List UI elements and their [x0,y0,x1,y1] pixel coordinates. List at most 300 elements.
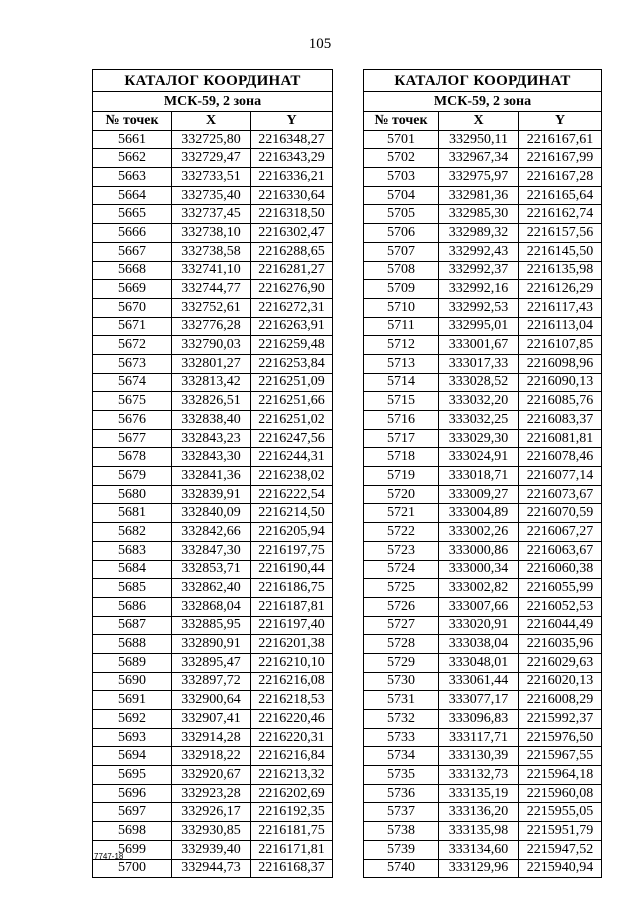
point-number-cell: 5683 [93,541,172,560]
x-coordinate-cell: 333000,86 [439,541,519,560]
y-coordinate-cell: 2215940,94 [519,859,602,878]
point-number-cell: 5703 [364,168,439,187]
point-number-cell: 5664 [93,186,172,205]
table-row [364,261,602,280]
x-coordinate-cell: 332853,71 [172,560,251,579]
x-coordinate-cell: 332842,66 [172,523,251,542]
y-coordinate-cell: 2216085,76 [519,392,602,411]
point-number-cell: 5722 [364,523,439,542]
point-number-cell: 5671 [93,317,172,336]
y-coordinate-cell: 2216186,75 [251,579,333,598]
y-coordinate-cell: 2216216,84 [251,747,333,766]
x-coordinate-cell: 332890,91 [172,635,251,654]
table-row [93,653,333,672]
point-number-cell: 5714 [364,373,439,392]
table-row [93,411,333,430]
y-coordinate-cell: 2216276,90 [251,280,333,299]
point-number-cell: 5732 [364,710,439,729]
x-coordinate-cell: 332737,45 [172,205,251,224]
x-coordinate-cell: 332735,40 [172,186,251,205]
y-coordinate-cell: 2215960,08 [519,784,602,803]
table-row [93,616,333,635]
point-number-cell: 5718 [364,448,439,467]
y-coordinate-cell: 2215964,18 [519,766,602,785]
x-coordinate-cell: 333020,91 [439,616,519,635]
table-row [364,485,602,504]
x-coordinate-cell: 333024,91 [439,448,519,467]
y-coordinate-cell: 2216060,38 [519,560,602,579]
x-coordinate-cell: 333096,83 [439,710,519,729]
x-coordinate-cell: 333136,20 [439,803,519,822]
x-coordinate-cell: 332862,40 [172,579,251,598]
y-coordinate-cell: 2216197,75 [251,541,333,560]
table-row [364,597,602,616]
y-coordinate-cell: 2216220,46 [251,710,333,729]
y-coordinate-cell: 2216263,91 [251,317,333,336]
point-number-cell: 5712 [364,336,439,355]
point-number-cell: 5700 [93,859,172,878]
table-row [93,224,333,243]
table-row [364,373,602,392]
table-row [364,149,602,168]
table-row [364,672,602,691]
table-row [364,728,602,747]
y-coordinate-cell: 2216343,29 [251,149,333,168]
x-coordinate-cell: 332930,85 [172,822,251,841]
table-row [364,280,602,299]
point-number-cell: 5686 [93,597,172,616]
y-coordinate-cell: 2216238,02 [251,467,333,486]
y-coordinate-cell: 2216259,48 [251,336,333,355]
table-row [364,317,602,336]
point-number-cell: 5674 [93,373,172,392]
table-row [364,523,602,542]
y-coordinate-cell: 2216035,96 [519,635,602,654]
point-number-cell: 5667 [93,242,172,261]
x-coordinate-cell: 332920,67 [172,766,251,785]
y-coordinate-cell: 2216251,66 [251,392,333,411]
table-row [93,728,333,747]
point-number-cell: 5713 [364,354,439,373]
table-row [93,280,333,299]
point-number-cell: 5723 [364,541,439,560]
point-number-cell: 5709 [364,280,439,299]
y-coordinate-cell: 2216029,63 [519,653,602,672]
y-coordinate-cell: 2216083,37 [519,411,602,430]
x-coordinate-cell: 332897,72 [172,672,251,691]
table-row [93,523,333,542]
y-coordinate-cell: 2216117,43 [519,298,602,317]
x-coordinate-cell: 332838,40 [172,411,251,430]
x-coordinate-cell: 332868,04 [172,597,251,616]
y-coordinate-cell: 2216214,50 [251,504,333,523]
table-row [364,224,602,243]
x-coordinate-cell: 333000,34 [439,560,519,579]
point-number-cell: 5666 [93,224,172,243]
y-coordinate-cell: 2216281,27 [251,261,333,280]
point-number-cell: 5717 [364,429,439,448]
x-coordinate-cell: 332950,11 [439,130,519,149]
table-body-left [93,130,333,878]
table-row [364,822,602,841]
point-number-cell: 5665 [93,205,172,224]
x-coordinate-cell: 333135,19 [439,784,519,803]
y-coordinate-cell: 2216216,08 [251,672,333,691]
table-row [93,859,333,878]
x-coordinate-cell: 332992,37 [439,261,519,280]
point-number-cell: 5736 [364,784,439,803]
point-number-cell: 5715 [364,392,439,411]
x-coordinate-cell: 333077,17 [439,691,519,710]
table-row [364,336,602,355]
x-coordinate-cell: 332967,34 [439,149,519,168]
point-number-cell: 5724 [364,560,439,579]
point-number-cell: 5662 [93,149,172,168]
x-coordinate-cell: 333002,82 [439,579,519,598]
y-coordinate-cell: 2215976,50 [519,728,602,747]
point-number-cell: 5701 [364,130,439,149]
table-row [93,186,333,205]
table-row [364,354,602,373]
point-number-cell: 5669 [93,280,172,299]
table-row [93,261,333,280]
catalog-subtitle: МСК-59, 2 зона [93,92,333,112]
point-number-cell: 5705 [364,205,439,224]
point-number-cell: 5685 [93,579,172,598]
y-coordinate-cell: 2216098,96 [519,354,602,373]
table-row [93,541,333,560]
y-coordinate-cell: 2216202,69 [251,784,333,803]
y-coordinate-cell: 2216330,64 [251,186,333,205]
point-number-cell: 5678 [93,448,172,467]
table-row [93,635,333,654]
y-coordinate-cell: 2215951,79 [519,822,602,841]
point-number-cell: 5695 [93,766,172,785]
table-row [364,840,602,859]
x-coordinate-cell: 333009,27 [439,485,519,504]
x-coordinate-cell: 333134,60 [439,840,519,859]
table-row [364,504,602,523]
y-coordinate-cell: 2215955,05 [519,803,602,822]
point-number-cell: 5719 [364,467,439,486]
x-coordinate-cell: 332738,58 [172,242,251,261]
point-number-cell: 5675 [93,392,172,411]
table-row [93,822,333,841]
x-coordinate-cell: 332843,30 [172,448,251,467]
table-row [93,317,333,336]
coordinate-table-left [92,69,333,878]
y-coordinate-cell: 2216197,40 [251,616,333,635]
point-number-cell: 5725 [364,579,439,598]
point-number-cell: 5673 [93,354,172,373]
column-header-y: Y [251,112,333,131]
point-number-cell: 5731 [364,691,439,710]
y-coordinate-cell: 2216107,85 [519,336,602,355]
y-coordinate-cell: 2216244,31 [251,448,333,467]
point-number-cell: 5681 [93,504,172,523]
point-number-cell: 5728 [364,635,439,654]
x-coordinate-cell: 332733,51 [172,168,251,187]
x-coordinate-cell: 333132,73 [439,766,519,785]
point-number-cell: 5730 [364,672,439,691]
y-coordinate-cell: 2215967,55 [519,747,602,766]
y-coordinate-cell: 2216113,04 [519,317,602,336]
x-coordinate-cell: 332914,28 [172,728,251,747]
y-coordinate-cell: 2216157,56 [519,224,602,243]
x-coordinate-cell: 332843,23 [172,429,251,448]
x-coordinate-cell: 332926,17 [172,803,251,822]
x-coordinate-cell: 332975,97 [439,168,519,187]
y-coordinate-cell: 2216190,44 [251,560,333,579]
x-coordinate-cell: 332752,61 [172,298,251,317]
catalog-title: КАТАЛОГ КООРДИНАТ [93,70,333,92]
point-number-cell: 5668 [93,261,172,280]
point-number-cell: 5699 [93,840,172,859]
y-coordinate-cell: 2216077,14 [519,467,602,486]
x-coordinate-cell: 333029,30 [439,429,519,448]
table-row [93,784,333,803]
table-row [93,467,333,486]
y-coordinate-cell: 2216318,50 [251,205,333,224]
point-number-cell: 5706 [364,224,439,243]
table-row [93,803,333,822]
x-coordinate-cell: 333017,33 [439,354,519,373]
table-row [364,467,602,486]
table-row [364,448,602,467]
point-number-cell: 5726 [364,597,439,616]
table-row [364,186,602,205]
table-row [93,691,333,710]
table-row [93,168,333,187]
x-coordinate-cell: 333002,26 [439,523,519,542]
point-number-cell: 5707 [364,242,439,261]
table-row [364,392,602,411]
table-row [364,635,602,654]
y-coordinate-cell: 2216168,37 [251,859,333,878]
page-number: 105 [308,36,332,52]
x-coordinate-cell: 332989,32 [439,224,519,243]
table-row [364,691,602,710]
x-coordinate-cell: 333129,96 [439,859,519,878]
point-number-cell: 5702 [364,149,439,168]
point-number-cell: 5677 [93,429,172,448]
table-row [364,168,602,187]
x-coordinate-cell: 333117,71 [439,728,519,747]
x-coordinate-cell: 333001,67 [439,336,519,355]
x-coordinate-cell: 332923,28 [172,784,251,803]
y-coordinate-cell: 2216220,31 [251,728,333,747]
y-coordinate-cell: 2216052,53 [519,597,602,616]
x-coordinate-cell: 332725,80 [172,130,251,149]
y-coordinate-cell: 2216081,81 [519,429,602,448]
point-number-cell: 5740 [364,859,439,878]
x-coordinate-cell: 332776,28 [172,317,251,336]
x-coordinate-cell: 332944,73 [172,859,251,878]
y-coordinate-cell: 2216247,56 [251,429,333,448]
point-number-cell: 5682 [93,523,172,542]
table-body-right [364,130,602,878]
y-coordinate-cell: 2216167,61 [519,130,602,149]
y-coordinate-cell: 2216044,49 [519,616,602,635]
y-coordinate-cell: 2216210,10 [251,653,333,672]
y-coordinate-cell: 2216078,46 [519,448,602,467]
table-row [93,373,333,392]
x-coordinate-cell: 333032,20 [439,392,519,411]
x-coordinate-cell: 332790,03 [172,336,251,355]
table-row [364,429,602,448]
point-number-cell: 5738 [364,822,439,841]
y-coordinate-cell: 2216090,13 [519,373,602,392]
table-row [93,560,333,579]
point-number-cell: 5698 [93,822,172,841]
point-number-cell: 5727 [364,616,439,635]
table-row [364,747,602,766]
x-coordinate-cell: 332744,77 [172,280,251,299]
table-row [93,298,333,317]
x-coordinate-cell: 333135,98 [439,822,519,841]
table-row [364,205,602,224]
coordinate-table-right [363,69,602,878]
point-number-cell: 5692 [93,710,172,729]
y-coordinate-cell: 2216167,99 [519,149,602,168]
point-number-cell: 5704 [364,186,439,205]
x-coordinate-cell: 332992,16 [439,280,519,299]
table-row [364,653,602,672]
y-coordinate-cell: 2216302,47 [251,224,333,243]
table-row [364,616,602,635]
x-coordinate-cell: 333032,25 [439,411,519,430]
y-coordinate-cell: 2216167,28 [519,168,602,187]
x-coordinate-cell: 332985,30 [439,205,519,224]
point-number-cell: 5688 [93,635,172,654]
y-coordinate-cell: 2216162,74 [519,205,602,224]
y-coordinate-cell: 2216135,98 [519,261,602,280]
point-number-cell: 5734 [364,747,439,766]
y-coordinate-cell: 2216073,67 [519,485,602,504]
table-row [93,149,333,168]
y-coordinate-cell: 2216288,65 [251,242,333,261]
x-coordinate-cell: 332939,40 [172,840,251,859]
x-coordinate-cell: 332895,47 [172,653,251,672]
table-row [93,766,333,785]
column-header-point-number: № точек [364,112,439,131]
point-number-cell: 5684 [93,560,172,579]
point-number-cell: 5711 [364,317,439,336]
table-row [364,579,602,598]
x-coordinate-cell: 332992,53 [439,298,519,317]
point-number-cell: 5676 [93,411,172,430]
x-coordinate-cell: 332841,36 [172,467,251,486]
point-number-cell: 5720 [364,485,439,504]
y-coordinate-cell: 2216272,31 [251,298,333,317]
y-coordinate-cell: 2216222,54 [251,485,333,504]
table-row [364,541,602,560]
y-coordinate-cell: 2216070,59 [519,504,602,523]
table-row [364,242,602,261]
point-number-cell: 5691 [93,691,172,710]
point-number-cell: 5729 [364,653,439,672]
column-header-x: X [172,112,251,131]
point-number-cell: 5708 [364,261,439,280]
x-coordinate-cell: 333028,52 [439,373,519,392]
x-coordinate-cell: 332813,42 [172,373,251,392]
x-coordinate-cell: 332847,30 [172,541,251,560]
table-row [93,504,333,523]
point-number-cell: 5690 [93,672,172,691]
point-number-cell: 5721 [364,504,439,523]
table-row [364,560,602,579]
x-coordinate-cell: 332992,43 [439,242,519,261]
catalog-subtitle: МСК-59, 2 зона [364,92,602,112]
y-coordinate-cell: 2215992,37 [519,710,602,729]
table-row [93,130,333,149]
table-row [93,242,333,261]
point-number-cell: 5739 [364,840,439,859]
point-number-cell: 5735 [364,766,439,785]
point-number-cell: 5697 [93,803,172,822]
point-number-cell: 5693 [93,728,172,747]
table-row [364,803,602,822]
table-row [93,485,333,504]
y-coordinate-cell: 2216067,27 [519,523,602,542]
point-number-cell: 5710 [364,298,439,317]
y-coordinate-cell: 2216020,13 [519,672,602,691]
x-coordinate-cell: 332981,36 [439,186,519,205]
table-row [93,205,333,224]
point-number-cell: 5737 [364,803,439,822]
y-coordinate-cell: 2216201,38 [251,635,333,654]
point-number-cell: 5661 [93,130,172,149]
x-coordinate-cell: 333061,44 [439,672,519,691]
y-coordinate-cell: 2216126,29 [519,280,602,299]
x-coordinate-cell: 333004,89 [439,504,519,523]
column-header-point-number: № точек [93,112,172,131]
y-coordinate-cell: 2216218,53 [251,691,333,710]
table-row [364,859,602,878]
y-coordinate-cell: 2216336,21 [251,168,333,187]
point-number-cell: 5670 [93,298,172,317]
catalog-title: КАТАЛОГ КООРДИНАТ [364,70,602,92]
y-coordinate-cell: 2216251,02 [251,411,333,430]
x-coordinate-cell: 333048,01 [439,653,519,672]
x-coordinate-cell: 333018,71 [439,467,519,486]
y-coordinate-cell: 2216205,94 [251,523,333,542]
y-coordinate-cell: 2216165,64 [519,186,602,205]
table-row [364,766,602,785]
table-row [364,298,602,317]
x-coordinate-cell: 333038,04 [439,635,519,654]
table-row [93,840,333,859]
y-coordinate-cell: 2216008,29 [519,691,602,710]
x-coordinate-cell: 332840,09 [172,504,251,523]
point-number-cell: 5696 [93,784,172,803]
x-coordinate-cell: 332839,91 [172,485,251,504]
x-coordinate-cell: 332738,10 [172,224,251,243]
table-row [93,747,333,766]
point-number-cell: 5672 [93,336,172,355]
x-coordinate-cell: 332907,41 [172,710,251,729]
point-number-cell: 5680 [93,485,172,504]
y-coordinate-cell: 2216251,09 [251,373,333,392]
point-number-cell: 5687 [93,616,172,635]
column-header-x: X [439,112,519,131]
x-coordinate-cell: 332900,64 [172,691,251,710]
point-number-cell: 5694 [93,747,172,766]
point-number-cell: 5733 [364,728,439,747]
y-coordinate-cell: 2216187,81 [251,597,333,616]
x-coordinate-cell: 332741,10 [172,261,251,280]
y-coordinate-cell: 2216181,75 [251,822,333,841]
